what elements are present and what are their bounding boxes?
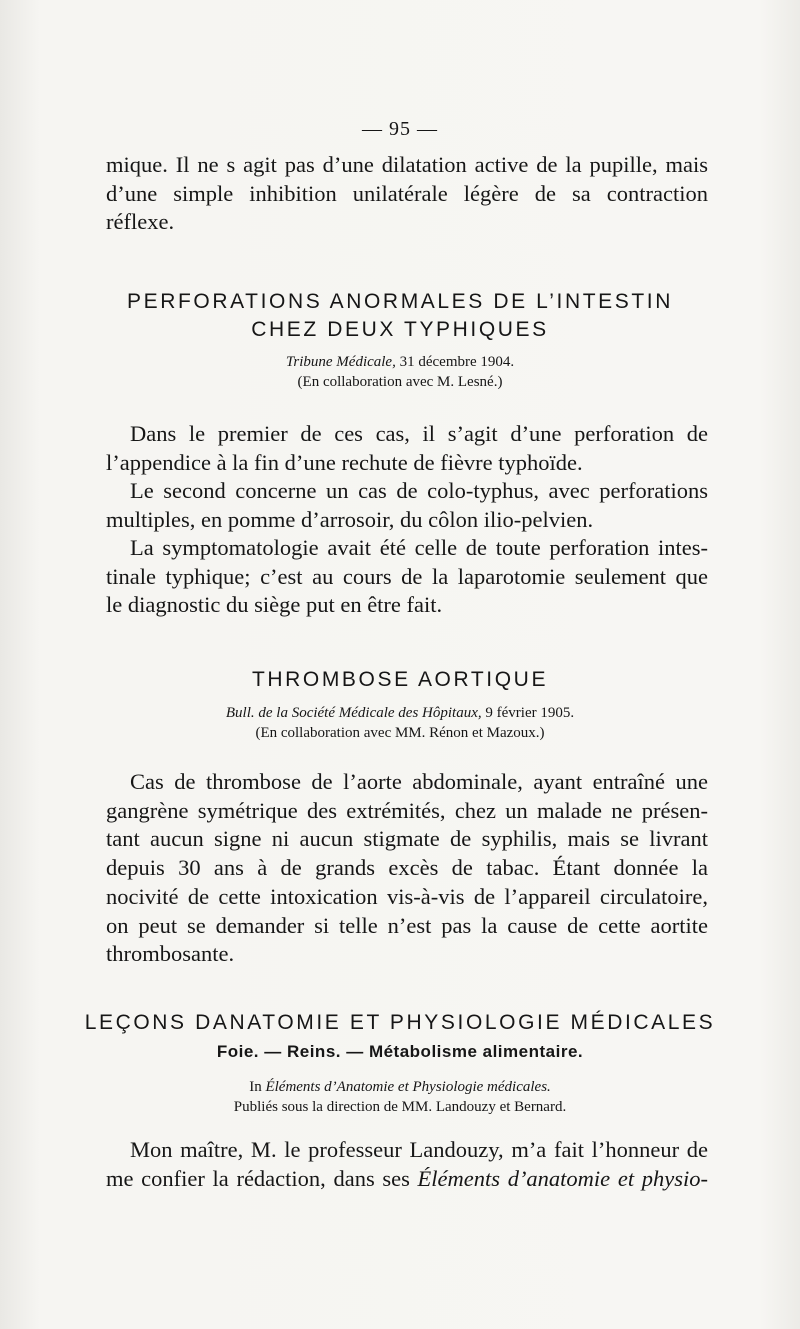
text-line — [106, 1165, 708, 1194]
text-line: réflexe. — [106, 209, 175, 235]
section1-title-line2: CHEZ DEUX TYPHIQUES — [251, 318, 549, 341]
section1-source — [0, 352, 800, 372]
section2-source — [0, 703, 800, 723]
section1-source-journal: Tribune Médicale, — [285, 354, 396, 370]
text-line: multiples, en pomme d’arrosoir, du côlon ilio-pelvien. — [106, 506, 594, 532]
page-number: — 95 — — [362, 118, 438, 140]
section2-source-journal: Bull. de la Société Médicale des Hôpitaux, — [225, 705, 482, 721]
section3-source-prefix: In — [249, 1079, 266, 1095]
intro-paragraph — [106, 151, 708, 237]
text-line: Cas de thrombose de l’aorte abdominale, ayant entraîné une — [130, 769, 708, 794]
text-line: mique. Il ne s agit pas d’une dilatation active de la pupille, mais — [106, 152, 708, 177]
section1-paragraph-3 — [106, 534, 708, 620]
section1-paragraph-1 — [106, 420, 708, 477]
section3-direction: Publiés sous la direction de MM. Landouzy et Bernard. — [233, 1099, 567, 1115]
section2-paragraph — [106, 768, 708, 969]
section3-source-book: Éléments d’Anatomie et Physiologie médicales. — [265, 1079, 551, 1095]
text-line-plain: me confier la rédaction, dans ses — [106, 1165, 418, 1191]
section3-source — [0, 1077, 800, 1097]
text-line: l’appendice à la fin d’une rechute de fièvre typhoïde. — [106, 449, 583, 475]
section2-source-date: 9 février 1905. — [481, 705, 575, 721]
text-line: Mon maître, M. le professeur Landouzy, m’a fait l’honneur de — [130, 1137, 708, 1162]
text-line: depuis 30 ans à de grands excès de tabac. Étant donnée la — [106, 855, 708, 881]
text-line: thrombosante. — [106, 941, 235, 967]
text-line: nocivité de cette intoxication vis-à-vis de l’appareil circulatoire, — [106, 883, 708, 909]
text-line: le diagnostic du siège put en être fait. — [106, 592, 443, 618]
text-line-italic: Éléments d’anatomie et physio- — [417, 1165, 708, 1191]
section2-collaboration: (En collaboration avec MM. Rénon et Mazoux.) — [255, 725, 545, 741]
section1-collaboration: (En collaboration avec M. Lesné.) — [297, 374, 503, 390]
section3-subtitle: Foie. — Reins. — Métabolisme alimentaire. — [216, 1042, 584, 1061]
text-line: d’une simple inhibition unilatérale légère de sa contraction — [106, 180, 708, 206]
section3-title: LEÇONS DANATOMIE ET PHYSIOLOGIE MÉDICALES — [84, 1011, 716, 1034]
section1-paragraph-2 — [106, 477, 708, 534]
text-line: La symptomatologie avait été celle de toute perforation intes- — [130, 535, 708, 560]
text-line: tant aucun signe ni aucun stigmate de syphilis, mais se livrant — [106, 826, 708, 852]
text-line: tinale typhique; c’est au cours de la laparotomie seulement que — [106, 563, 708, 589]
text-line: on peut se demander si telle n’est pas la cause de cette aortite — [106, 912, 708, 938]
section2-title: THROMBOSE AORTIQUE — [251, 668, 549, 691]
text-line: Dans le premier de ces cas, il s’agit d’une perforation de — [130, 421, 708, 446]
section1-source-date: 31 décembre 1904. — [395, 354, 515, 370]
text-line: gangrène symétrique des extrémités, chez un malade ne présen- — [106, 797, 708, 823]
section3-paragraph — [106, 1136, 708, 1193]
section1-title-line1: PERFORATIONS ANORMALES DE L’INTESTIN — [127, 290, 673, 313]
text-line: Le second concerne un cas de colo-typhus, avec perforations — [130, 478, 708, 503]
